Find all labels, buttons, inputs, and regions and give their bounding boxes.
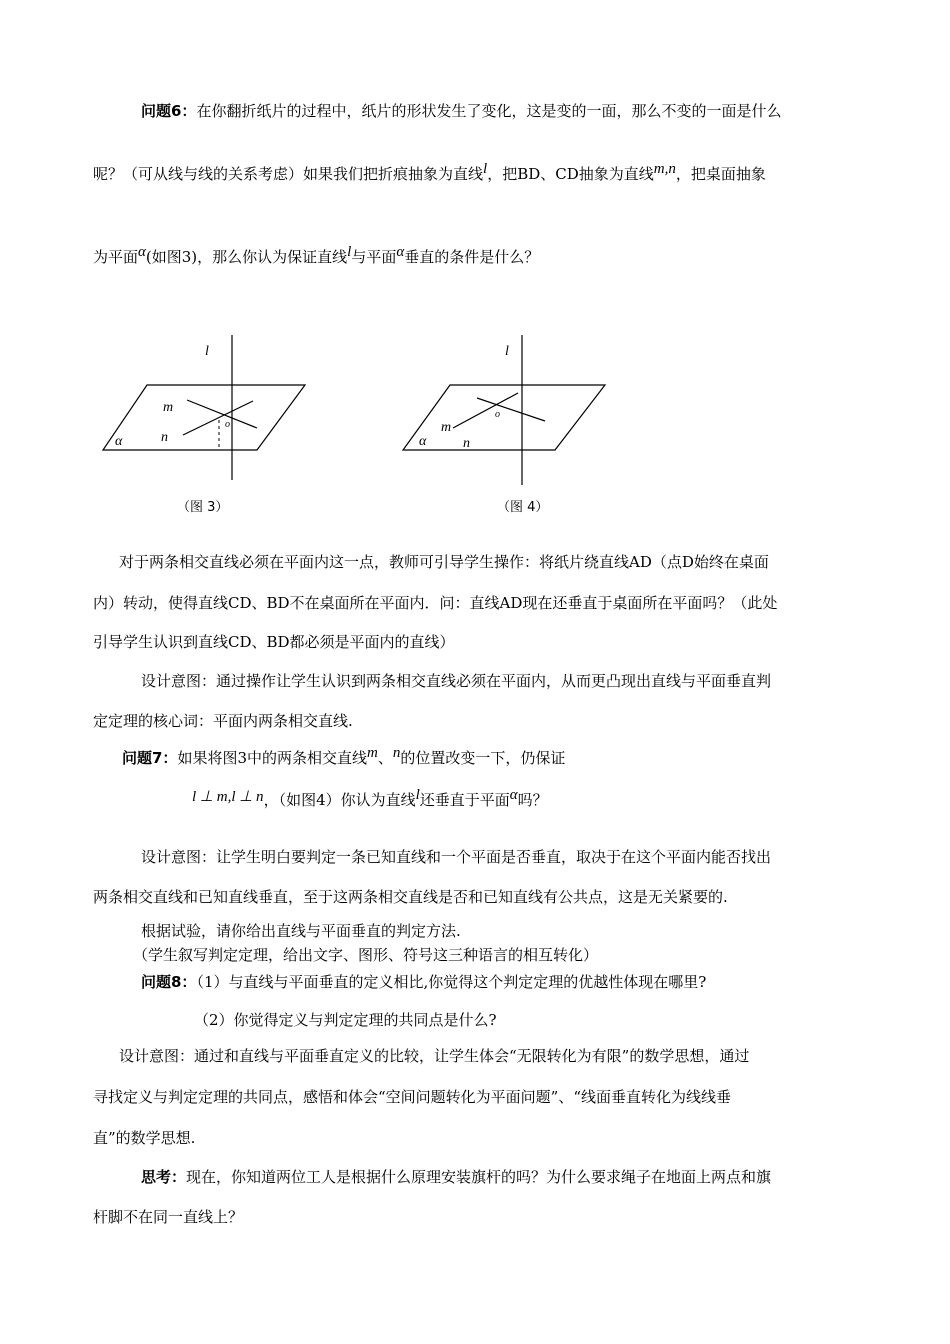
text: 的位置改变一下，仍保证 xyxy=(400,749,566,767)
paragraph-line: （学生叙写判定定理，给出文字、图形、符号这三种语言的相互转化） xyxy=(133,946,599,964)
math-n: n xyxy=(392,745,401,761)
question-6-line-3 xyxy=(93,244,540,268)
design-intent-line: 设计意图：让学生明白要判定一条已知直线和一个平面是否垂直，取决于在这个平面内能否找出 xyxy=(141,848,772,866)
question-7-line-2 xyxy=(192,787,548,811)
paragraph-line: 引导学生认识到直线CD、BD都必须是平面内的直线） xyxy=(93,633,455,651)
question-6-line-1 xyxy=(141,101,781,121)
text: 、 xyxy=(377,749,393,767)
label-o: o xyxy=(495,409,500,420)
label-m: m xyxy=(441,420,452,435)
figure-4-diagram xyxy=(395,335,625,525)
line-m xyxy=(453,393,518,428)
math-l: l xyxy=(483,161,488,177)
text: 呢？（可从线与线的关系考虑）如果我们把折痕抽象为直线 xyxy=(93,165,484,183)
plane-alpha xyxy=(103,385,305,450)
label-alpha: α xyxy=(115,434,123,449)
plane-alpha xyxy=(403,385,605,450)
question-8-label: 问题8： xyxy=(141,973,197,991)
math-m: m xyxy=(366,745,378,761)
figure-3-diagram xyxy=(95,335,325,525)
text: 为平面 xyxy=(93,248,139,266)
think-line-2: 杆脚不在同一直线上？ xyxy=(93,1208,244,1226)
paragraph-line: 根据试验，请你给出直线与平面垂直的判定方法. xyxy=(141,922,461,940)
paragraph-line: 对于两条相交直线必须在平面内这一点，教师可引导学生操作：将纸片绕直线AD（点D始终在桌面 xyxy=(119,553,769,571)
label-m: m xyxy=(163,400,174,415)
line-n xyxy=(183,401,253,435)
design-intent-line: 直”的数学思想. xyxy=(93,1129,196,1147)
math-condition: l ⊥ m,l ⊥ n xyxy=(192,789,264,805)
text: ，（如图4）你认为直线 xyxy=(263,791,416,809)
figure-caption: （图 3） xyxy=(177,500,229,515)
paragraph-line: 内）转动，使得直线CD、BD不在桌面所在平面内．问：直线AD现在还垂直于桌面所在平面吗？（此处 xyxy=(93,594,778,612)
label-l: l xyxy=(505,344,509,359)
question-8-item-1: （1）与直线与平面垂直的定义相比,你觉得这个判定定理的优越性体现在哪里? xyxy=(196,973,707,991)
question-7-line-1 xyxy=(122,745,566,769)
design-intent-line: 定定理的核心词：平面内两条相交直线. xyxy=(93,712,353,730)
text: 如果将图3中的两条相交直线 xyxy=(177,749,367,767)
figure-4 xyxy=(395,335,625,529)
question-7-label: 问题7： xyxy=(122,749,178,767)
figure-3 xyxy=(95,335,325,529)
design-intent-line: 设计意图：通过和直线与平面垂直定义的比较，让学生体会“无限转化为有限”的数学思想，通过 xyxy=(119,1047,750,1065)
question-8-item-2: （2）你觉得定义与判定定理的共同点是什么? xyxy=(194,1011,497,1029)
question-6-label: 问题6： xyxy=(141,102,197,120)
text: 还垂直于平面 xyxy=(419,791,510,809)
question-6-line-2 xyxy=(93,161,766,185)
math-l: l xyxy=(415,787,420,803)
math-mn: m,n xyxy=(653,161,676,177)
design-intent-line: 寻找定义与判定定理的共同点，感悟和体会“空间问题转化为平面问题”、“线面垂直转化为线线垂 xyxy=(93,1088,732,1106)
text: (如图3)，那么你认为保证直线 xyxy=(145,248,348,266)
text: ，把桌面抽象 xyxy=(675,165,766,183)
text: 在你翻折纸片的过程中，纸片的形状发生了变化，这是变的一面，那么不变的一面是什么 xyxy=(196,102,782,120)
text: 吗？ xyxy=(517,791,548,809)
think-line-1 xyxy=(141,1167,771,1187)
label-alpha: α xyxy=(419,434,427,449)
figure-caption: （图 4） xyxy=(497,500,549,515)
label-n: n xyxy=(463,436,470,451)
math-alpha: α xyxy=(396,244,405,260)
label-n: n xyxy=(161,430,168,445)
math-alpha: α xyxy=(138,244,146,260)
math-l: l xyxy=(347,244,352,260)
think-label: 思考： xyxy=(141,1168,187,1186)
text: ，把BD、CD抽象为直线 xyxy=(487,165,654,183)
text: 与平面 xyxy=(351,248,397,266)
text: 现在，你知道两位工人是根据什么原理安装旗杆的吗？为什么要求绳子在地面上两点和旗 xyxy=(186,1168,772,1186)
design-intent-line: 两条相交直线和已知直线垂直，至于这两条相交直线是否和已知直线有公共点，这是无关紧要的. xyxy=(93,888,728,906)
label-o: o xyxy=(225,419,230,430)
label-l: l xyxy=(205,344,209,359)
question-8-line-1 xyxy=(141,972,706,992)
math-alpha: α xyxy=(509,787,518,803)
text: 垂直的条件是什么？ xyxy=(404,248,540,266)
design-intent-line: 设计意图：通过操作让学生认识到两条相交直线必须在平面内，从而更凸现出直线与平面垂直判 xyxy=(141,672,772,690)
